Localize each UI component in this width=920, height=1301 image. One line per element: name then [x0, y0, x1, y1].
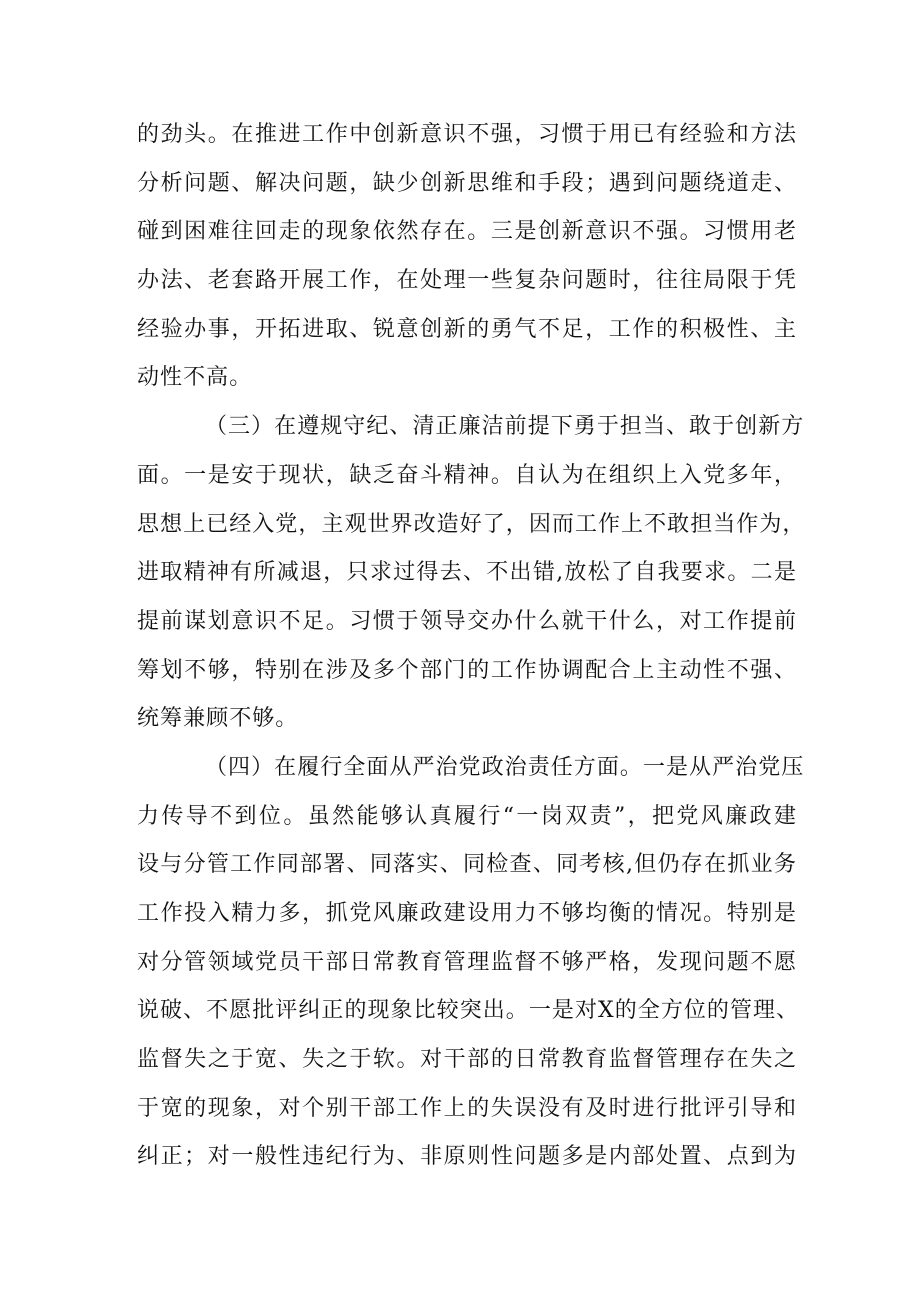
document-body [137, 111, 806, 1182]
text-line: 经验办事，开拓进取、锐意创新的勇气不足，工作的积极性、主 [137, 316, 797, 342]
text-line: 提前谋划意识不足。习惯于领导交办什么就干什么，对工作提前 [137, 608, 797, 634]
text-line: 对分管领域党员干部日常教育管理监督不够严格，发现问题不愿 [137, 949, 797, 975]
text-line: 纠正；对一般性违纪行为、非原则性问题多是内部处置、点到为 [137, 1144, 797, 1170]
text-line: 的劲头。在推进工作中创新意识不强，习惯于用已有经验和方法 [137, 122, 797, 147]
text-line: 思想上已经入党，主观世界改造好了，因而工作上不敢担当作为， [137, 511, 806, 537]
text-line: 力传导不到位。虽然能够认真履行“一岗双责”，把党风廉政建 [137, 803, 797, 829]
section-heading-line: （三）在遵规守纪、清正廉洁前提下勇于担当、敢于创新方 [205, 414, 805, 440]
text-line: 于宽的现象，对个别干部工作上的失误没有及时进行批评引导和 [137, 1095, 797, 1121]
text-line: 设与分管工作同部署、同落实、同检查、同考核,但仍存在抓业务 [137, 852, 797, 878]
text-line: 动性不高。 [137, 365, 253, 391]
section-heading-line: （四）在履行全面从严治党政治责任方面。一是从严治党压 [205, 754, 805, 780]
text-line: 工作投入精力多，抓党风廉政建设用力不够均衡的情况。特别是 [137, 901, 797, 926]
text-line: 统筹兼顾不够。 [137, 706, 299, 732]
text-line: 分析问题、解决问题，缺少创新思维和手段；遇到问题绕道走、 [137, 170, 797, 196]
text-line: 说破、不愿批评纠正的现象比较突出。一是对X的全方位的管理、 [137, 998, 800, 1024]
text-line: 筹划不够，特别在涉及多个部门的工作协调配合上主动性不强、 [137, 657, 797, 683]
text-line: 办法、老套路开展工作，在处理一些复杂问题时，往往局限于凭 [137, 268, 797, 294]
text-line: 进取精神有所减退，只求过得去、不出错,放松了自我要求。二是 [137, 560, 797, 586]
text-line: 面。一是安于现状，缺乏奋斗精神。自认为在组织上入党多年， [137, 462, 797, 488]
text-line: 监督失之于宽、失之于软。对干部的日常教育监督管理存在失之 [137, 1047, 797, 1073]
text-line: 碰到困难往回走的现象依然存在。三是创新意识不强。习惯用老 [137, 219, 797, 245]
